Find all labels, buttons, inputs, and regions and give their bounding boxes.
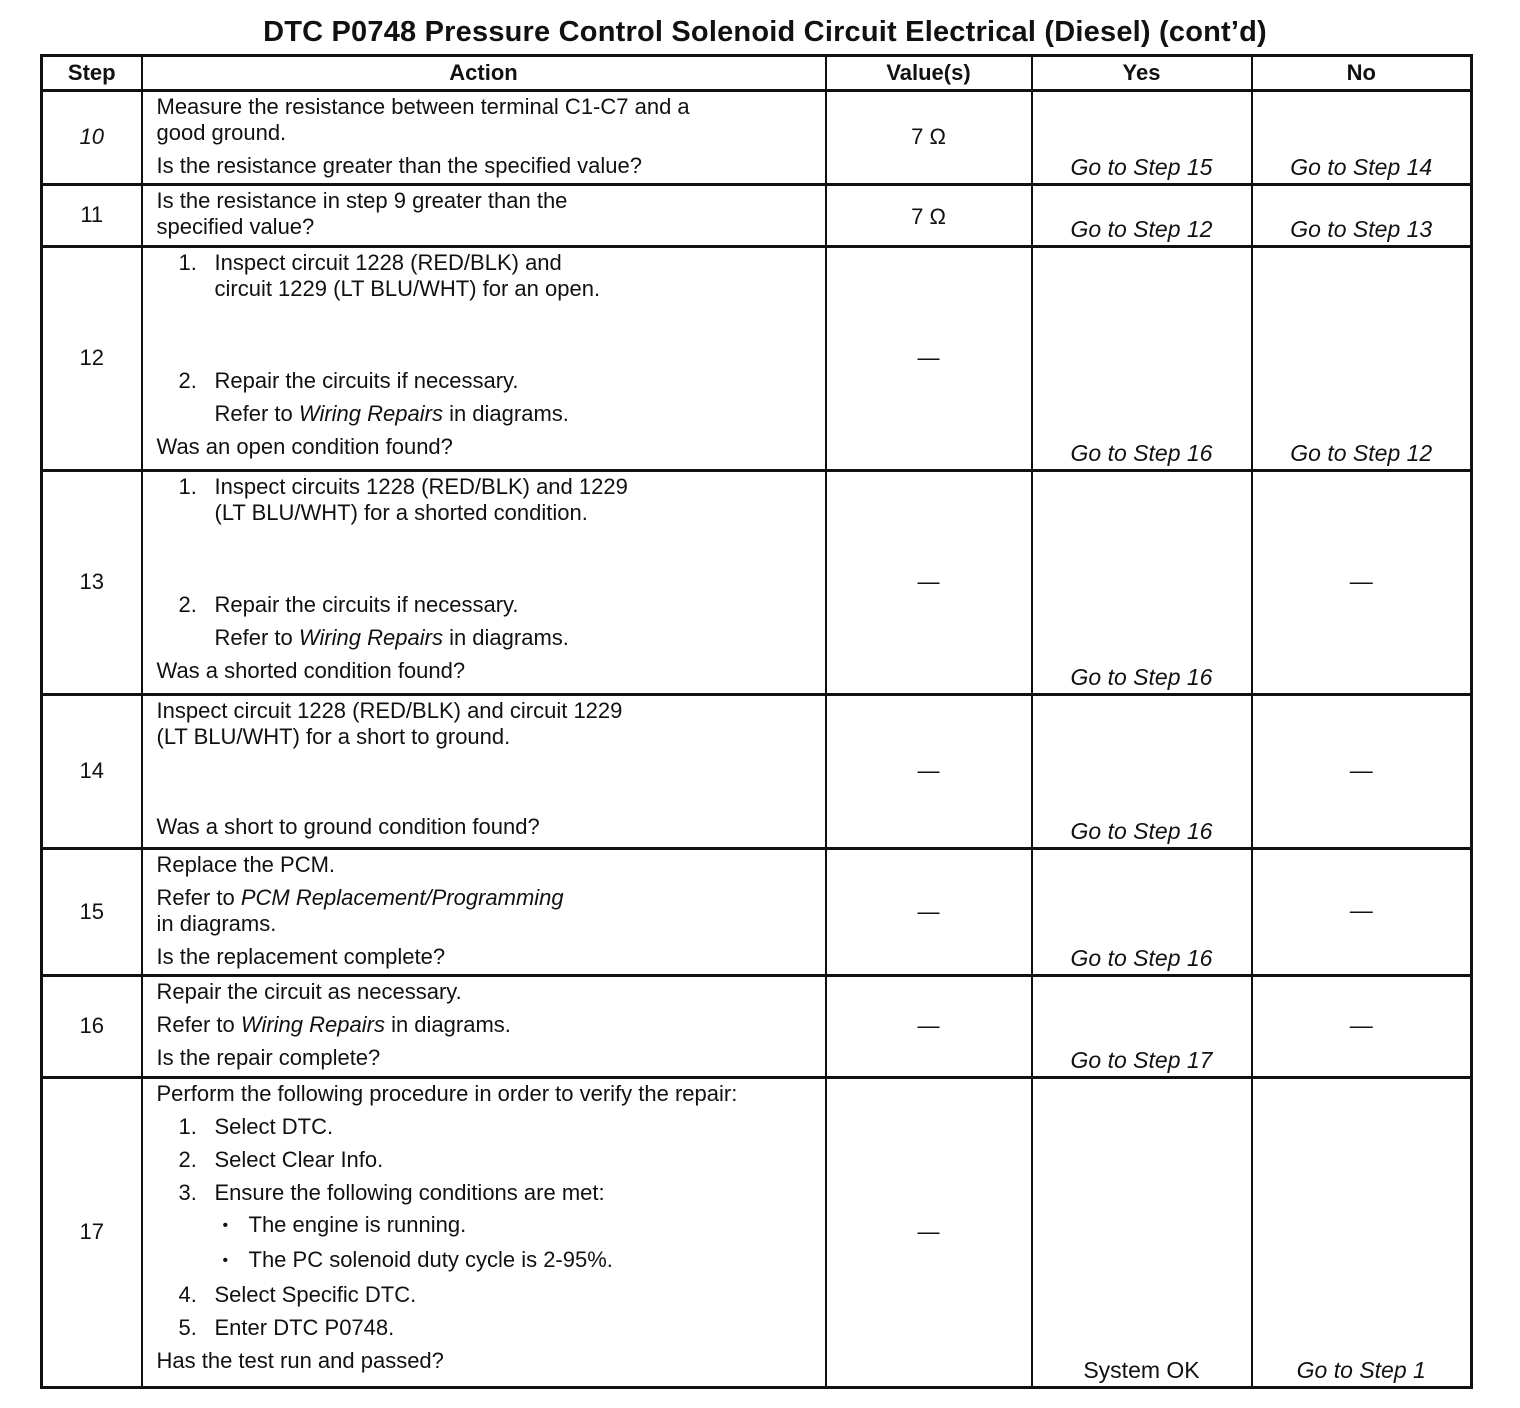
value-cell: — — [826, 246, 1032, 470]
step-number: 13 — [42, 470, 142, 694]
yes-cell: Go to Step 16 — [1032, 694, 1252, 848]
no-cell: — — [1252, 470, 1472, 694]
action-reference: Refer to Wiring Repairs in diagrams. — [214, 400, 569, 426]
value-cell: — — [826, 848, 1032, 975]
step-number: 15 — [42, 848, 142, 975]
header-values: Value(s) — [826, 56, 1032, 91]
action-cell — [142, 975, 826, 1077]
action-step: 2. Repair the circuits if necessary. — [178, 591, 519, 617]
header-yes: Yes — [1032, 56, 1252, 91]
action-line: Repair the circuit as necessary. — [156, 978, 462, 1004]
yes-cell: Go to Step 17 — [1032, 975, 1252, 1077]
action-reference: Refer to Wiring Repairs in diagrams. — [156, 1011, 511, 1037]
no-cell: — — [1252, 694, 1472, 848]
step-number: 11 — [42, 184, 142, 246]
yes-cell: System OK — [1032, 1077, 1252, 1387]
value-cell: — — [826, 470, 1032, 694]
reference-title: Wiring Repairs — [298, 624, 443, 650]
step-number: 16 — [42, 975, 142, 1077]
table-row — [42, 91, 1472, 185]
action-step-continued: (LT BLU/WHT) for a shorted condition. — [214, 499, 588, 525]
table-row — [42, 694, 1472, 848]
action-question: Is the repair complete? — [156, 1044, 381, 1070]
table-row — [42, 184, 1472, 246]
step-number: 14 — [42, 694, 142, 848]
bullet-icon: • — [222, 1252, 229, 1270]
action-question: Was an open condition found? — [156, 433, 453, 459]
yes-cell: Go to Step 16 — [1032, 470, 1252, 694]
action-line: good ground. — [156, 119, 287, 145]
action-cell — [142, 848, 826, 975]
action-cell — [142, 1077, 826, 1387]
no-cell: — — [1252, 975, 1472, 1077]
table-header-row — [42, 56, 1472, 91]
value-cell: — — [826, 694, 1032, 848]
condition-item: • The PC solenoid duty cycle is 2-95%. — [157, 1247, 817, 1275]
action-step-continued: circuit 1229 (LT BLU/WHT) for an open. — [214, 275, 601, 301]
step-number: 17 — [42, 1077, 142, 1387]
no-cell: Go to Step 12 — [1252, 246, 1472, 470]
action-line: Replace the PCM. — [156, 851, 336, 877]
action-question: Is the replacement complete? — [156, 943, 446, 969]
yes-cell: Go to Step 15 — [1032, 91, 1252, 185]
action-step: 3. Ensure the following conditions are met: — [178, 1179, 605, 1205]
value-cell: — — [826, 975, 1032, 1077]
table-row — [42, 470, 1472, 694]
table-row — [42, 246, 1472, 470]
action-step: 1. Select DTC. — [178, 1113, 334, 1139]
action-reference: Refer to PCM Replacement/Programming — [156, 884, 564, 910]
value-cell: 7 Ω — [826, 91, 1032, 185]
value-cell: 7 Ω — [826, 184, 1032, 246]
no-cell: Go to Step 1 — [1252, 1077, 1472, 1387]
no-cell: Go to Step 13 — [1252, 184, 1472, 246]
table-row — [42, 975, 1472, 1077]
table-row — [42, 1077, 1472, 1387]
bullet-icon: • — [222, 1217, 229, 1235]
table-row — [42, 848, 1472, 975]
action-question: Was a shorted condition found? — [156, 657, 466, 683]
step-number: 12 — [42, 246, 142, 470]
reference-title: Wiring Repairs — [240, 1011, 385, 1037]
header-action: Action — [142, 56, 826, 91]
action-line: Measure the resistance between terminal C1-C7 and a — [156, 94, 690, 119]
no-cell: Go to Step 14 — [1252, 91, 1472, 185]
yes-cell: Go to Step 16 — [1032, 246, 1252, 470]
value-cell: — — [826, 1077, 1032, 1387]
step-number: 10 — [42, 91, 142, 185]
action-question: Has the test run and passed? — [156, 1348, 444, 1374]
condition-item: • The engine is running. — [157, 1212, 817, 1240]
action-question: Is the resistance greater than the specified value? — [156, 152, 643, 178]
action-cell — [142, 694, 826, 848]
diagnostic-table — [40, 54, 1473, 1389]
action-reference: Refer to Wiring Repairs in diagrams. — [214, 624, 569, 650]
no-cell: — — [1252, 848, 1472, 975]
action-line: Perform the following procedure in order to verify the repair: — [156, 1080, 738, 1106]
action-question: specified value? — [156, 213, 315, 239]
action-step: 2. Select Clear Info. — [178, 1146, 384, 1172]
action-step: 1. Inspect circuit 1228 (RED/BLK) and — [178, 249, 562, 275]
action-line: Inspect circuit 1228 (RED/BLK) and circuit 1229 — [156, 697, 623, 723]
header-no: No — [1252, 56, 1472, 91]
yes-cell: Go to Step 12 — [1032, 184, 1252, 246]
header-step: Step — [42, 56, 142, 91]
action-cell — [142, 184, 826, 246]
reference-title: PCM Replacement/Programming — [240, 884, 564, 910]
action-line: in diagrams. — [156, 910, 277, 936]
action-line: Is the resistance in step 9 greater than the — [156, 187, 568, 213]
action-step: 2. Repair the circuits if necessary. — [178, 367, 519, 393]
action-step: 1. Inspect circuits 1228 (RED/BLK) and 1229 — [178, 473, 628, 499]
action-step: 5. Enter DTC P0748. — [178, 1315, 395, 1341]
page-title: DTC P0748 Pressure Control Solenoid Circuit Electrical (Diesel) (cont’d) — [263, 16, 1267, 48]
action-question: Was a short to ground condition found? — [156, 813, 540, 839]
action-cell — [142, 91, 826, 185]
yes-cell: Go to Step 16 — [1032, 848, 1252, 975]
action-cell — [142, 470, 826, 694]
action-line: (LT BLU/WHT) for a short to ground. — [156, 723, 511, 749]
reference-title: Wiring Repairs — [298, 400, 443, 426]
action-step: 4. Select Specific DTC. — [178, 1282, 417, 1308]
action-cell — [142, 246, 826, 470]
